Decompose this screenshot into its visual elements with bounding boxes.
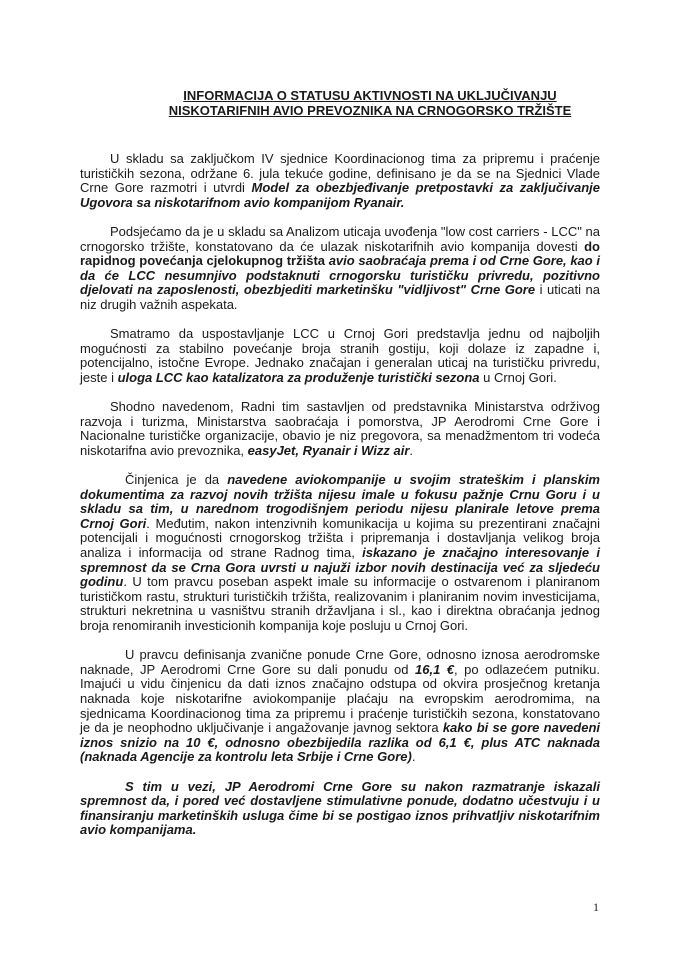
text-segment: Shodno navedenom, Radni tim sastavljen od predstavnika Ministarstva održivog razvoja i turizma, Ministarstva saobraćaja i pomorstva, JP Aerodromi Crne Gore i Nacionalne turističke organizacije, obavio je niz pregovora, sa menadžmentom tri vodeća niskotarifna avio prevoznika, [80, 399, 600, 458]
document-title [80, 88, 600, 118]
emphasized-text-segment: navedene aviokompanije u svojim strateškim i planskim dokumentima za razvoj novih tržišta nijesu imale u fokusu pažnje Crnu Goru i u skladu sa tim, u narednom trogodišnjem periodu nijesu planirale letove prema Crnoj Gori [80, 472, 600, 531]
paragraph [80, 780, 600, 838]
title-line-2: NISKOTARIFNIH AVIO PREVOZNIKA NA CRNOGORSKO TRŽIŠTE [168, 103, 572, 118]
text-segment: U skladu sa zaključkom IV sjednice Koordinacionog tima za pripremu i praćenje turističkih sezona, održane 6. jula tekuće godine, definisano je da se na Sjednici Vlade Crne Gore razmotri i utvrdi [80, 151, 600, 196]
paragraph [80, 400, 600, 458]
text-segment: Smatramo da uspostavljanje LCC u Crnoj Gori predstavlja jednu od najboljih mogućnosti za stabilno povećanje broja stranih gostiju, koji dolaze iz zapadne i, potencijalno, istočne Evrope. Jednako značajan i generalan uticaj na turističku privredu, jeste i [80, 326, 600, 385]
emphasized-text-segment: avio saobraćaja prema i od Crne Gore, kao i da će LCC nesumnjivo podstaknuti crnogorsku turističku privredu, pozitivno djelovati na zaposlenosti, obezbjediti marketinšku "vidljivost" Crne Gore [80, 253, 600, 298]
text-segment: , po odlazećem putniku. Imajući u vidu činjenicu da dati iznos značajno odstupa od okvira prosječnog kretanja naknada koje niskotarifne aviokompanije plaćaju na evropskim aerodromima, na sjednicama Koordinacionog tima za pripremu i praćenje turističkih sezona, konstatovano je da je neophodno uključivanje i angažovanje javnog sektora [80, 661, 600, 736]
emphasized-text-segment: Model za obezbjeđivanje pretpostavki za zaključivanje Ugovora sa niskotarifnom avio kompanijom Ryanair. [80, 180, 600, 210]
emphasized-text-segment: uloga LCC kao katalizatora za produženje turistički sezona [117, 369, 480, 385]
page-number: 1 [593, 900, 599, 914]
title-line-1: INFORMACIJA O STATUSU AKTIVNOSTI NA UKLJUČIVANJU [183, 88, 557, 103]
emphasized-text-segment: do rapidnog povećanja cjelokupnog tržišta [80, 238, 600, 269]
document-body [80, 152, 600, 853]
emphasized-text-segment: 16,1 € [415, 661, 455, 677]
emphasized-text-segment: iskazano je značajno interesovanje i spremnost da se Crna Gora uvrsti u najuži izbor novih destinacija već za sljedeću godinu [80, 545, 600, 590]
text-segment: . [411, 749, 416, 765]
text-segment: i uticati na niz drugih važnih aspekata. [80, 282, 600, 312]
paragraph [80, 152, 600, 210]
emphasized-text-segment: S tim u vezi, JP Aerodromi Crne Gore su nakon razmatranje iskazali spremnost da, i pored već dostavljene stimulativne ponude, dodatno učestvuju i u finansiranju marketinških usluga čime bi se postigao iznos prihvatljiv niskotarifnim avio kompanijama. [80, 778, 600, 838]
text-segment: u Crnoj Gori. [479, 369, 557, 385]
text-segment: . U tom pravcu poseban aspekt imale su informacije o ostvarenom i planiranom turističkom rastu, strukturi turističkih tržišta, realizovanim i planiranim novim investicijama, strukturi nekretnina u vasništvu stranih državljana i sl., kao i direktna obraćanja jednog broja renomiranih investicionih kompanija koje posluju u Crnoj Gori. [80, 574, 600, 633]
paragraph [80, 473, 600, 634]
emphasized-text-segment: kako bi se gore navedeni iznos snizio na 10 €, odnosno obezbijedila razlika od 6,1 €, plus ATC naknada (naknada Agencije za kontrolu leta Srbije i Crne Gore) [80, 720, 600, 765]
paragraph [80, 327, 600, 385]
paragraph [80, 225, 600, 313]
emphasized-text-segment: easyJet, Ryanair i Wizz air [247, 442, 410, 458]
text-segment: . [409, 442, 414, 458]
text-segment: Činjenica je da [125, 472, 228, 488]
text-segment: Podsjećamo da je u skladu sa Analizom uticaja uvođenja "low cost carriers - LCC" na crnogorsko tržište, konstatovano da će ulazak niskotarifnih avio kompanija dovesti [80, 223, 600, 254]
paragraph [80, 648, 600, 765]
text-segment: U pravcu definisanja zvanične ponude Crne Gore, odnosno iznosa aerodromske naknade, JP Aerodromi Crne Gore su dali ponudu od [80, 647, 600, 677]
text-segment: . Međutim, nakon intenzivnih komunikacija u kojima su prezentirani značajni potencijali i mogućnosti crnogorskog tržišta i pripremanja i dostavljanja velikog broja analiza i informacija od strane Radnog tima, [80, 515, 600, 561]
